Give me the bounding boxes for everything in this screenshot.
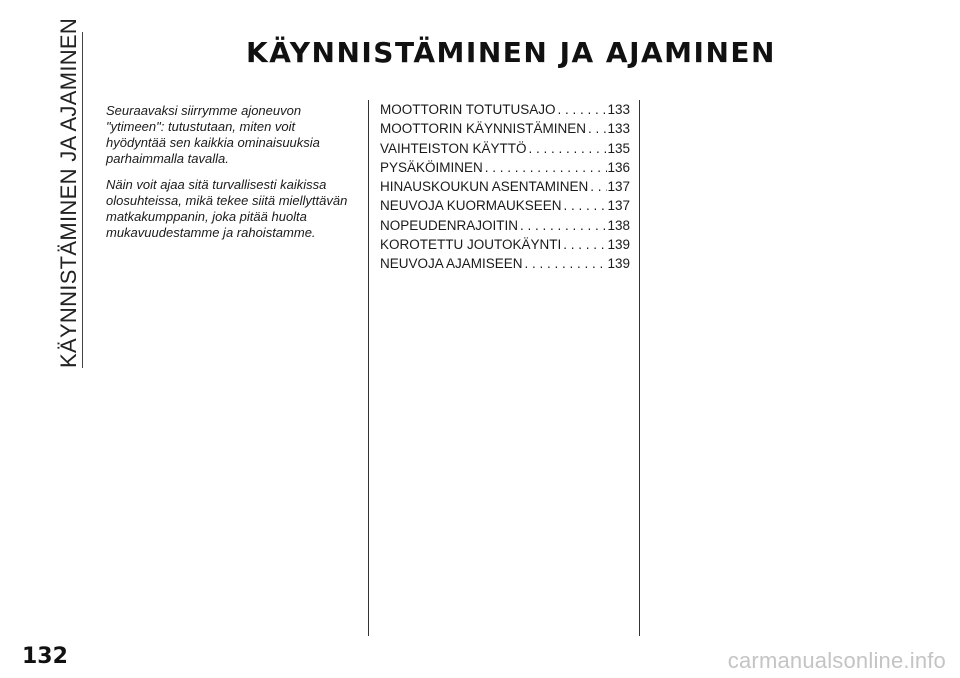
toc-item-title: MOOTTORIN TOTUTUSAJO bbox=[380, 102, 556, 117]
toc-item-page: 139 bbox=[607, 237, 630, 253]
side-tab-label: KÄYNNISTÄMINEN JA AJAMINEN bbox=[56, 17, 81, 368]
toc-item[interactable] bbox=[380, 196, 630, 215]
toc-leader-dots bbox=[588, 177, 607, 196]
toc-item[interactable] bbox=[380, 139, 630, 158]
toc-item-page: 138 bbox=[607, 217, 630, 233]
watermark-text: carmanualsonline.info bbox=[727, 648, 946, 673]
toc-item-title: NEUVOJA AJAMISEEN bbox=[380, 256, 523, 272]
toc-item-title: HINAUSKOUKUN ASENTAMINEN bbox=[380, 179, 589, 195]
toc-item[interactable] bbox=[380, 119, 630, 138]
toc-leader-dots bbox=[523, 254, 608, 273]
toc-leader-dots bbox=[483, 158, 608, 177]
toc-leader-dots bbox=[586, 119, 607, 138]
intro-paragraph-2: Näin voit ajaa sitä turvallisesti kaikissa olosuhteissa, mikä tekee siitä miellyttävän matkakumppanin, joka pitää huolta mukavuudestamme ja rahoistamme. bbox=[106, 177, 348, 240]
toc-item[interactable] bbox=[380, 254, 630, 273]
toc-leader-dots bbox=[561, 235, 607, 254]
toc-item-title: MOOTTORIN KÄYNNISTÄMINEN bbox=[380, 121, 587, 137]
toc-item[interactable] bbox=[380, 158, 630, 177]
intro-text bbox=[106, 103, 350, 251]
toc-item-page: 139 bbox=[607, 256, 630, 272]
toc-item-title: KOROTETTU JOUTOKÄYNTI bbox=[380, 237, 562, 253]
toc-item[interactable] bbox=[380, 216, 630, 235]
toc-item-page: 133 bbox=[607, 121, 630, 137]
intro-paragraph-1: Seuraavaksi siirrymme ajoneuvon "ytimeen": tutustutaan, miten voit hyödyntää sen kaikkia ominaisuuksia parhaimmalla tavalla. bbox=[106, 103, 320, 166]
toc-item-title: PYSÄKÖIMINEN bbox=[380, 159, 483, 175]
toc-item-page: 135 bbox=[607, 140, 630, 156]
toc-leader-dots bbox=[518, 216, 607, 235]
table-of-contents bbox=[380, 100, 630, 274]
toc-item-page: 136 bbox=[607, 159, 630, 175]
toc-leader-dots bbox=[527, 139, 608, 158]
toc-item-title: NEUVOJA KUORMAUKSEEN bbox=[380, 198, 562, 214]
toc-item-page: 137 bbox=[607, 198, 630, 214]
column-divider-right bbox=[639, 100, 640, 636]
toc-item-page: 133 bbox=[607, 102, 630, 117]
toc-leader-dots bbox=[556, 100, 608, 119]
toc-item-title: NOPEUDENRAJOITIN bbox=[380, 217, 519, 233]
toc-item-page: 137 bbox=[607, 179, 630, 195]
toc-item[interactable] bbox=[380, 177, 630, 196]
column-divider-left bbox=[368, 100, 369, 636]
page-title: KÄYNNISTÄMINEN JA AJAMINEN bbox=[246, 36, 776, 69]
toc-item[interactable] bbox=[380, 235, 630, 254]
toc-leader-dots bbox=[562, 196, 608, 215]
page-number: 132 bbox=[22, 644, 68, 669]
toc-item[interactable] bbox=[380, 100, 630, 119]
toc-item-title: VAIHTEISTON KÄYTTÖ bbox=[380, 140, 527, 156]
